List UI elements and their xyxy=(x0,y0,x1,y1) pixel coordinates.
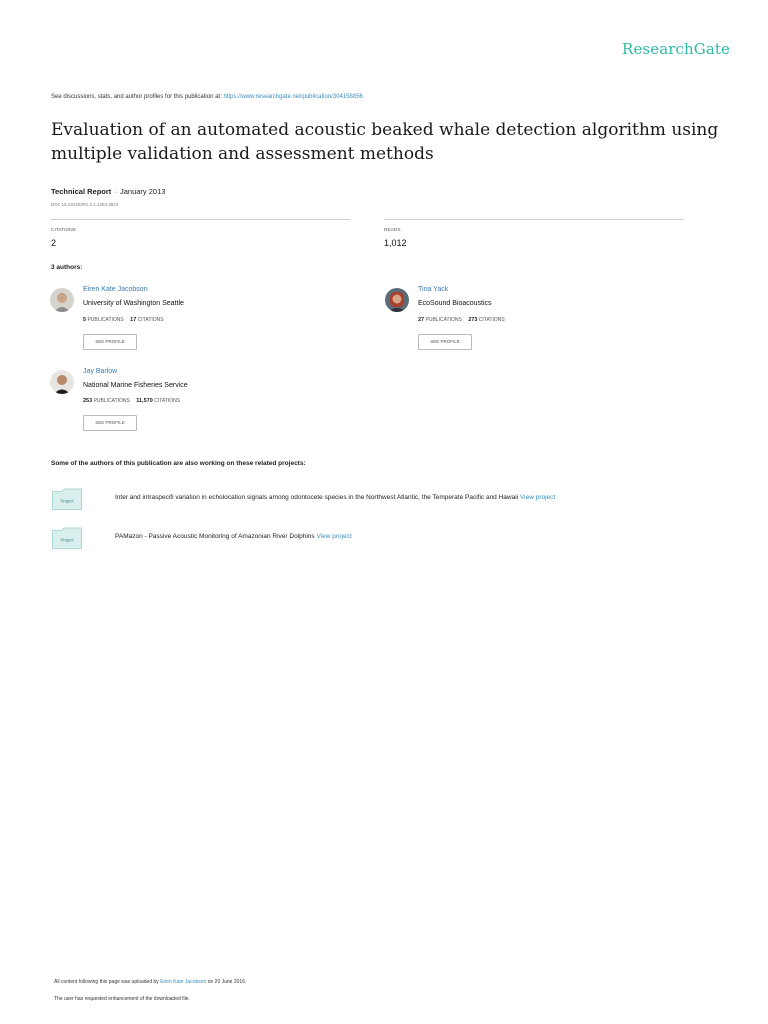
author-publications-count: 5 xyxy=(83,317,87,323)
publication-doi: DOI: 10.13140/RG.2.1.1254.3923 xyxy=(51,202,119,207)
researchgate-logo[interactable]: ResearchGate xyxy=(622,40,730,58)
discussions-note xyxy=(51,94,363,100)
view-project-link[interactable]: View project xyxy=(316,533,352,540)
author-name[interactable]: Tina Yack xyxy=(418,286,449,293)
avatar[interactable] xyxy=(50,288,74,312)
author-citations-count: 273 xyxy=(468,317,478,323)
author-citations-count: 17 xyxy=(130,317,137,323)
author-publications-label: PUBLICATIONS xyxy=(425,317,462,323)
publication-date: January 2013 xyxy=(119,187,166,196)
project-icon-label: Project xyxy=(60,498,74,504)
project-title: Inter and intraspecifi variation in echolocation signals among odontocete species in the Northwest Atlantic, the Temperate Pacific and Hawaii xyxy=(115,494,519,501)
author-publications-label: PUBLICATIONS xyxy=(87,317,124,323)
see-profile-button[interactable]: SEE PROFILE xyxy=(83,415,137,431)
author-stats xyxy=(418,317,505,323)
project-icon[interactable] xyxy=(52,488,82,510)
author-name[interactable]: Eiren Kate Jacobson xyxy=(83,286,148,293)
project-icon-label: Project xyxy=(60,537,74,543)
related-projects-heading: Some of the authors of this publication are also working on these related projects: xyxy=(51,460,306,467)
publication-type: Technical Report xyxy=(51,187,112,196)
author-institution[interactable]: National Marine Fisheries Service xyxy=(83,382,188,389)
publication-meta xyxy=(51,187,165,196)
meta-separator: · xyxy=(114,187,117,196)
project-icon[interactable] xyxy=(52,527,82,549)
author-stats xyxy=(83,398,180,404)
divider-citations xyxy=(51,219,350,220)
author-publications-count: 253 xyxy=(83,398,93,404)
uploader-link[interactable]: Eiren Kate Jacobson xyxy=(160,979,207,985)
enhancement-note: The user has requested enhancement of the downloaded file. xyxy=(54,996,190,1002)
citations-label: CITATIONS xyxy=(51,228,76,233)
project-item xyxy=(115,494,555,501)
view-project-link[interactable]: View project xyxy=(519,494,556,501)
author-stats xyxy=(83,317,164,323)
author-name[interactable]: Jay Barlow xyxy=(83,368,118,375)
divider-reads xyxy=(384,219,684,220)
see-profile-button[interactable]: SEE PROFILE xyxy=(418,334,472,350)
publication-url-link[interactable]: https://www.researchgate.net/publication/304158856 xyxy=(223,94,363,100)
reads-label: READS xyxy=(384,228,401,233)
author-citations-label: CITATIONS xyxy=(154,398,181,404)
discussions-text: See discussions, stats, and author profiles for this publication at: xyxy=(51,94,222,100)
author-publications-label: PUBLICATIONS xyxy=(93,398,130,404)
author-citations-label: CITATIONS xyxy=(478,317,505,323)
avatar[interactable] xyxy=(50,370,74,394)
project-title: PAMazon - Passive Acoustic Monitoring of Amazonian River Dolphins xyxy=(115,533,315,540)
upload-prefix: All content following this page was uploaded by xyxy=(54,979,159,985)
citations-value: 2 xyxy=(51,238,57,248)
upload-suffix: on 20 June 2016. xyxy=(207,979,247,985)
avatar[interactable] xyxy=(385,288,409,312)
author-institution[interactable]: University of Washington Seattle xyxy=(83,300,184,307)
author-publications-count: 27 xyxy=(418,317,425,323)
authors-heading: 3 authors: xyxy=(51,264,83,271)
author-citations-label: CITATIONS xyxy=(137,317,164,323)
reads-value: 1,012 xyxy=(384,238,407,248)
see-profile-button[interactable]: SEE PROFILE xyxy=(83,334,137,350)
upload-note xyxy=(54,979,246,985)
project-item xyxy=(115,533,352,540)
publication-title: Evaluation of an automated acoustic beaked whale detection algorithm using multiple validation and assessment methods xyxy=(51,120,719,164)
author-institution[interactable]: EcoSound Bioacoustics xyxy=(418,300,492,307)
author-citations-count: 11,570 xyxy=(136,398,153,404)
